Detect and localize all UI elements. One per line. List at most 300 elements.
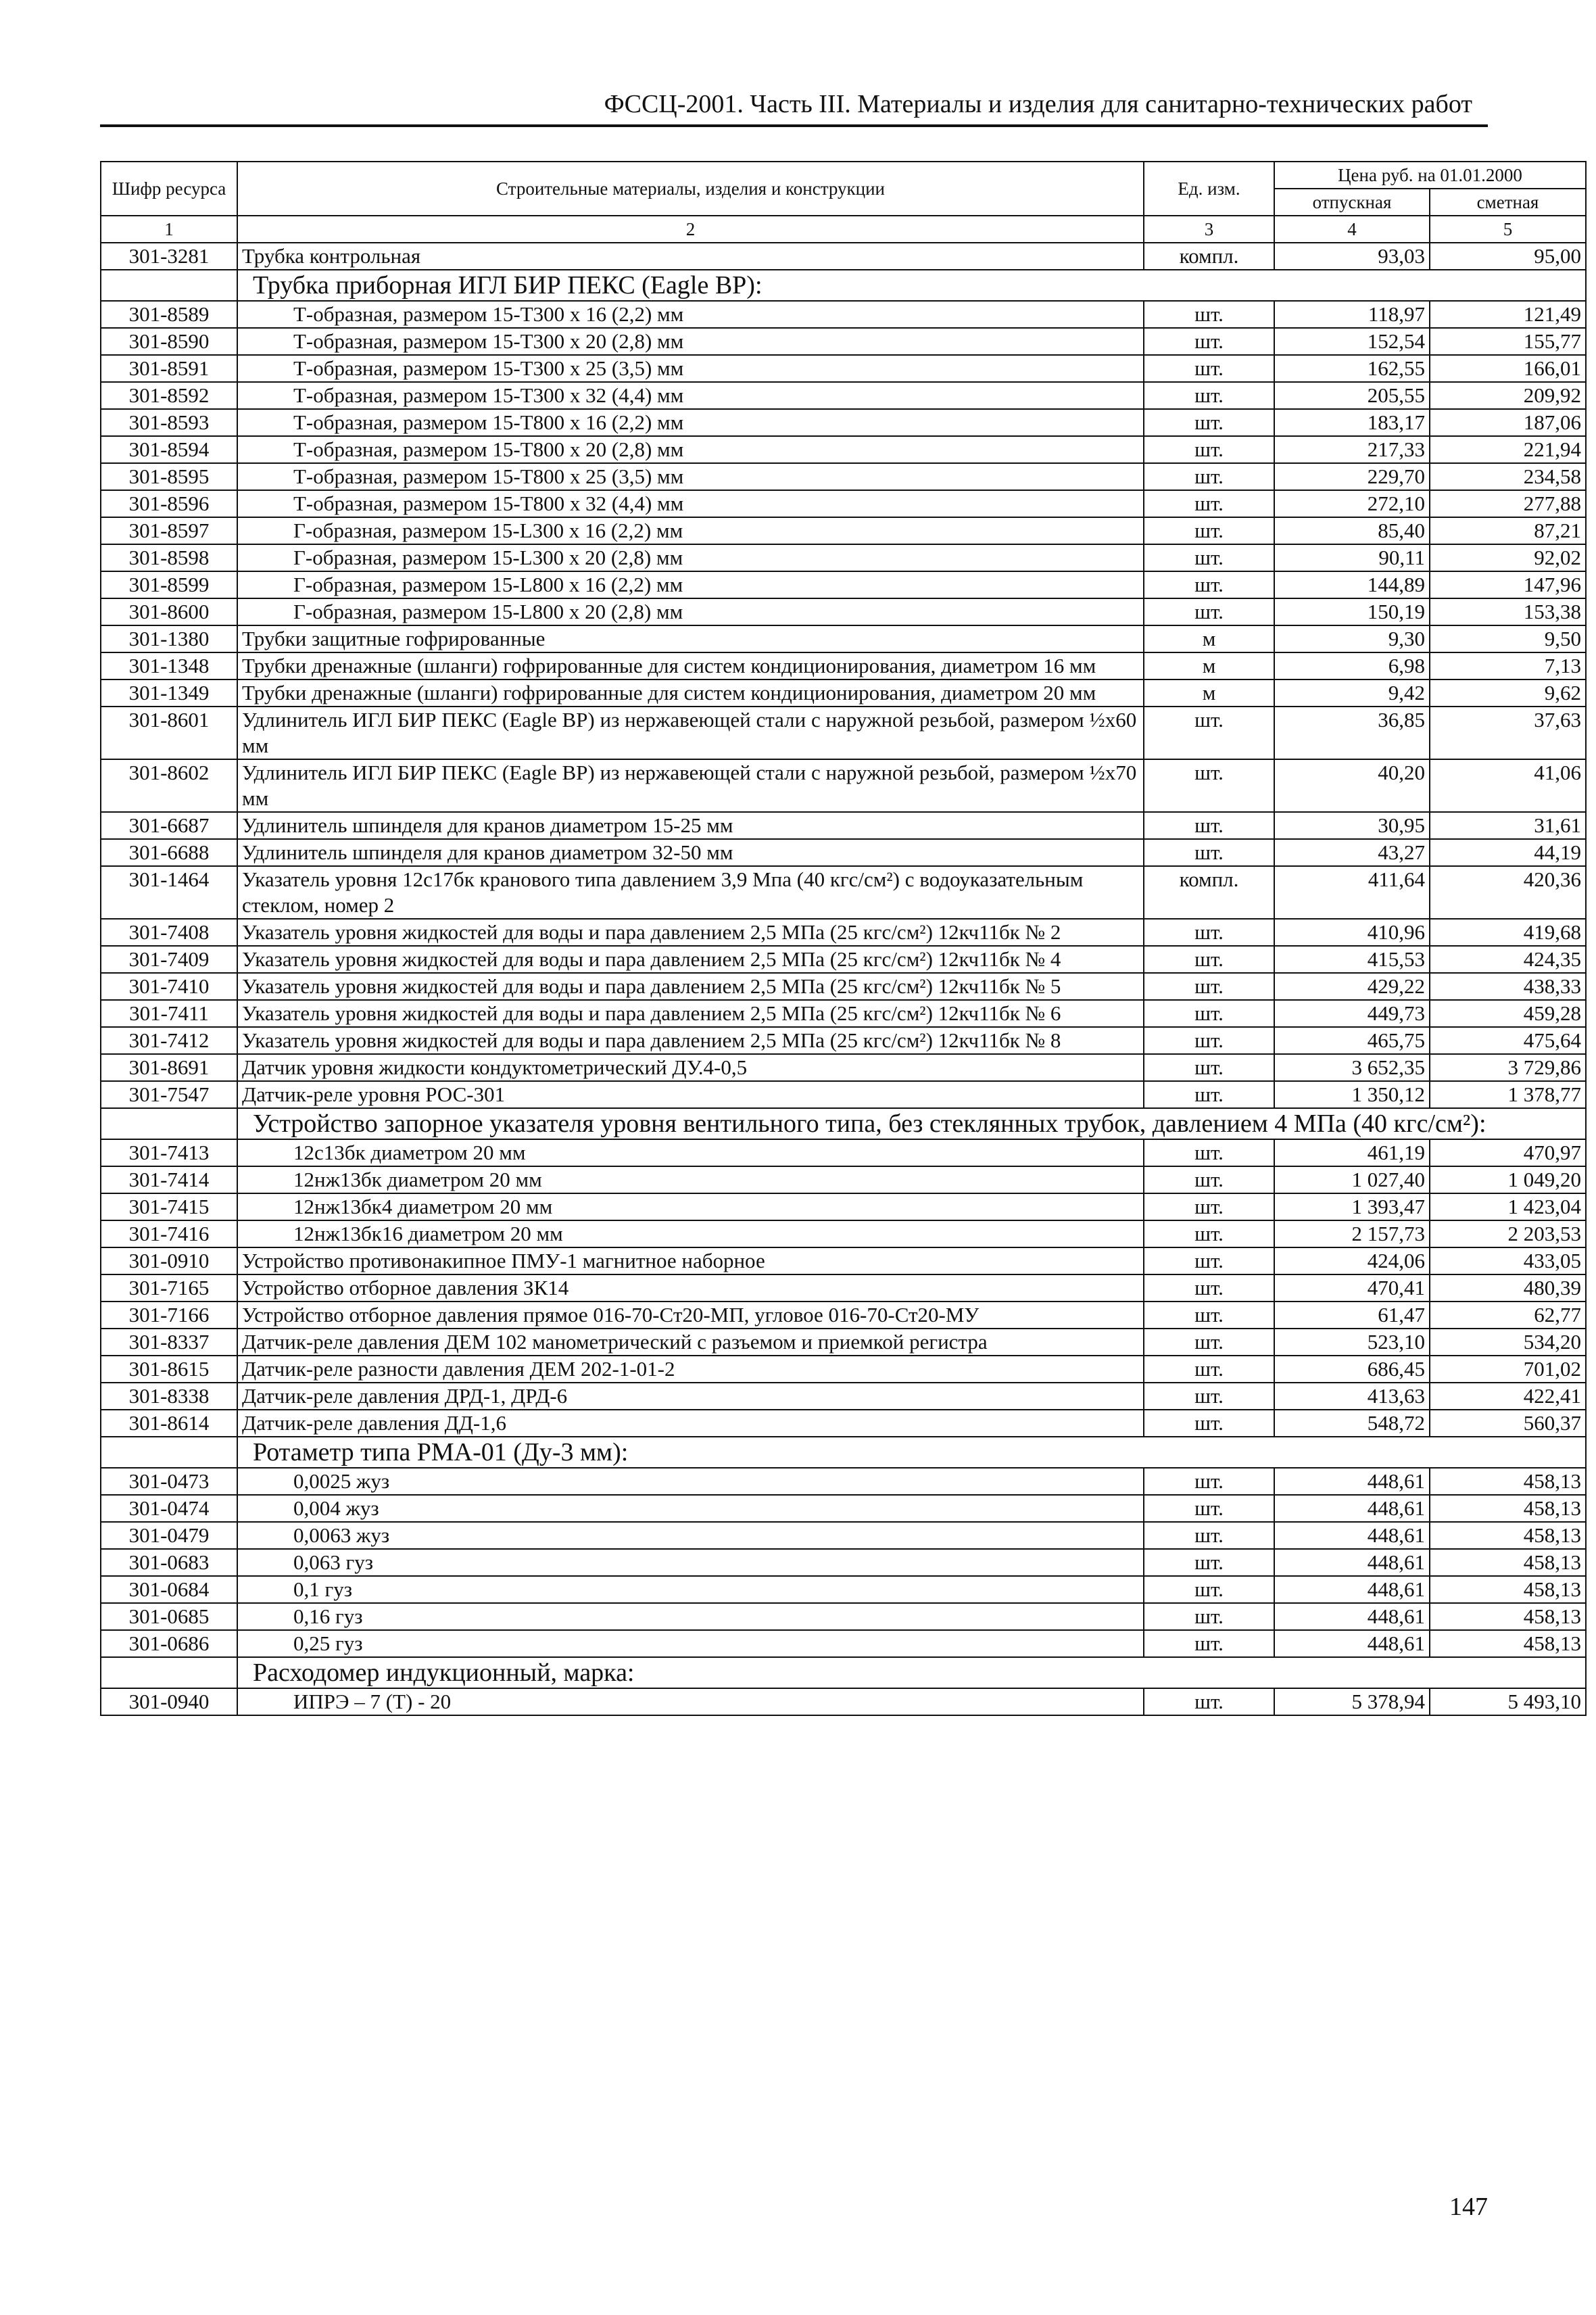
estimate-price: 92,02 xyxy=(1430,544,1586,571)
resource-code: 301-8600 xyxy=(101,598,237,625)
table-row xyxy=(101,1054,1586,1081)
estimate-price: 3 729,86 xyxy=(1430,1054,1586,1081)
group-heading-row xyxy=(101,1108,1586,1139)
item-name: Датчик-реле давления ДРД-1, ДРД-6 xyxy=(237,1383,1144,1410)
release-price: 152,54 xyxy=(1274,328,1430,355)
release-price: 205,55 xyxy=(1274,382,1430,409)
estimate-price: 277,88 xyxy=(1430,490,1586,517)
column-number: 4 xyxy=(1274,216,1430,243)
item-name: Удлинитель шпинделя для кранов диаметром 15-25 мм xyxy=(237,812,1144,839)
resource-code: 301-7414 xyxy=(101,1166,237,1193)
estimate-price: 155,77 xyxy=(1430,328,1586,355)
table-row xyxy=(101,1166,1586,1193)
resource-code: 301-7166 xyxy=(101,1302,237,1329)
item-name: 0,0025 жуз xyxy=(237,1468,1144,1495)
release-price: 9,42 xyxy=(1274,679,1430,707)
release-price: 470,41 xyxy=(1274,1274,1430,1302)
resource-code: 301-8589 xyxy=(101,301,237,328)
resource-code: 301-7408 xyxy=(101,919,237,946)
item-name: Датчик-реле давления ДЕМ 102 манометрический с разъемом и приемкой регистра xyxy=(237,1329,1144,1356)
group-code-cell xyxy=(101,270,237,301)
table-row xyxy=(101,243,1586,270)
release-price: 162,55 xyxy=(1274,355,1430,382)
item-name: Г-образная, размером 15-L300 x 16 (2,2) мм xyxy=(237,517,1144,544)
estimate-price: 422,41 xyxy=(1430,1383,1586,1410)
release-price: 523,10 xyxy=(1274,1329,1430,1356)
unit-cell: компл. xyxy=(1144,866,1274,919)
header-row xyxy=(101,162,1586,189)
table-row xyxy=(101,1193,1586,1220)
release-price: 410,96 xyxy=(1274,919,1430,946)
resource-code: 301-7412 xyxy=(101,1027,237,1054)
group-heading-cell xyxy=(237,1657,1586,1688)
item-name: Трубки дренажные (шланги) гофрированные для систем кондиционирования, диаметром 16 мм xyxy=(237,652,1144,679)
table-row xyxy=(101,652,1586,679)
release-price: 61,47 xyxy=(1274,1302,1430,1329)
table-row xyxy=(101,1549,1586,1576)
resource-code: 301-7410 xyxy=(101,973,237,1000)
estimate-price: 424,35 xyxy=(1430,946,1586,973)
table-row xyxy=(101,1329,1586,1356)
release-price: 272,10 xyxy=(1274,490,1430,517)
estimate-price: 187,06 xyxy=(1430,409,1586,436)
table-row xyxy=(101,1027,1586,1054)
price-table xyxy=(100,161,1587,1716)
release-price: 448,61 xyxy=(1274,1549,1430,1576)
release-price: 461,19 xyxy=(1274,1139,1430,1166)
item-name: Датчик уровня жидкости кондуктометрический ДУ.4-0,5 xyxy=(237,1054,1144,1081)
table-body xyxy=(101,243,1586,1715)
item-name: Датчик-реле давления ДД-1,6 xyxy=(237,1410,1144,1437)
group-code-cell xyxy=(101,1437,237,1468)
resource-code: 301-0683 xyxy=(101,1549,237,1576)
table-row xyxy=(101,1522,1586,1549)
group-heading-cell xyxy=(237,1437,1586,1468)
estimate-price: 458,13 xyxy=(1430,1468,1586,1495)
table-row xyxy=(101,490,1586,517)
unit-cell: шт. xyxy=(1144,1410,1274,1437)
column-number: 1 xyxy=(101,216,237,243)
estimate-price: 458,13 xyxy=(1430,1549,1586,1576)
resource-code: 301-1348 xyxy=(101,652,237,679)
item-name: Устройство отборное давления ЗК14 xyxy=(237,1274,1144,1302)
unit-cell: шт. xyxy=(1144,1193,1274,1220)
table-header xyxy=(101,162,1586,243)
estimate-price: 234,58 xyxy=(1430,463,1586,490)
estimate-price: 166,01 xyxy=(1430,355,1586,382)
item-name: Указатель уровня жидкостей для воды и пара давлением 2,5 МПа (25 кгс/см²) 12кч11бк № 2 xyxy=(237,919,1144,946)
item-name: Указатель уровня жидкостей для воды и пара давлением 2,5 МПа (25 кгс/см²) 12кч11бк № 8 xyxy=(237,1027,1144,1054)
item-name: Трубки защитные гофрированные xyxy=(237,625,1144,652)
item-name: 12с13бк диаметром 20 мм xyxy=(237,1139,1144,1166)
release-price: 150,19 xyxy=(1274,598,1430,625)
release-price: 548,72 xyxy=(1274,1410,1430,1437)
unit-cell: шт. xyxy=(1144,1000,1274,1027)
resource-code: 301-8595 xyxy=(101,463,237,490)
unit-cell: шт. xyxy=(1144,812,1274,839)
estimate-price: 31,61 xyxy=(1430,812,1586,839)
unit-cell: шт. xyxy=(1144,355,1274,382)
resource-code: 301-0474 xyxy=(101,1495,237,1522)
item-name: 0,16 гуз xyxy=(237,1603,1144,1630)
table-row xyxy=(101,1410,1586,1437)
resource-code: 301-7411 xyxy=(101,1000,237,1027)
unit-cell: шт. xyxy=(1144,919,1274,946)
col-header-price-group: Цена руб. на 01.01.2000 xyxy=(1274,162,1586,189)
column-number: 5 xyxy=(1430,216,1586,243)
unit-cell: шт. xyxy=(1144,1220,1274,1247)
column-number-row xyxy=(101,216,1586,243)
unit-cell: шт. xyxy=(1144,436,1274,463)
release-price: 465,75 xyxy=(1274,1027,1430,1054)
item-name: Трубка контрольная xyxy=(237,243,1144,270)
release-price: 43,27 xyxy=(1274,839,1430,866)
release-price: 1 027,40 xyxy=(1274,1166,1430,1193)
table-row xyxy=(101,759,1586,812)
estimate-price: 41,06 xyxy=(1430,759,1586,812)
resource-code: 301-7416 xyxy=(101,1220,237,1247)
table-row xyxy=(101,839,1586,866)
release-price: 90,11 xyxy=(1274,544,1430,571)
release-price: 1 393,47 xyxy=(1274,1193,1430,1220)
table-row xyxy=(101,1630,1586,1657)
resource-code: 301-8592 xyxy=(101,382,237,409)
unit-cell: шт. xyxy=(1144,1630,1274,1657)
item-name: 12нж13бк16 диаметром 20 мм xyxy=(237,1220,1144,1247)
estimate-price: 438,33 xyxy=(1430,973,1586,1000)
estimate-price: 153,38 xyxy=(1430,598,1586,625)
unit-cell: шт. xyxy=(1144,759,1274,812)
col-header-estimate: сметная xyxy=(1430,189,1586,216)
item-name: 0,004 жуз xyxy=(237,1495,1144,1522)
resource-code: 301-8596 xyxy=(101,490,237,517)
estimate-price: 2 203,53 xyxy=(1430,1220,1586,1247)
unit-cell: шт. xyxy=(1144,382,1274,409)
item-name: Указатель уровня 12с17бк кранового типа давлением 3,9 Мпа (40 кгс/см²) с водоуказательным стеклом, номер 2 xyxy=(237,866,1144,919)
column-number: 2 xyxy=(237,216,1144,243)
unit-cell: шт. xyxy=(1144,1356,1274,1383)
resource-code: 301-8599 xyxy=(101,571,237,598)
unit-cell: м xyxy=(1144,652,1274,679)
estimate-price: 37,63 xyxy=(1430,707,1586,759)
table-row xyxy=(101,571,1586,598)
table-row xyxy=(101,1603,1586,1630)
table-row xyxy=(101,355,1586,382)
unit-cell: шт. xyxy=(1144,1302,1274,1329)
estimate-price: 147,96 xyxy=(1430,571,1586,598)
release-price: 449,73 xyxy=(1274,1000,1430,1027)
table-row xyxy=(101,1383,1586,1410)
table-row xyxy=(101,1356,1586,1383)
unit-cell: шт. xyxy=(1144,1166,1274,1193)
group-heading: Устройство запорное указателя уровня вентильного типа, без стеклянных трубок, давлением 4 МПа (40 кгс/см²): xyxy=(253,1109,1486,1138)
resource-code: 301-0910 xyxy=(101,1247,237,1274)
release-price: 411,64 xyxy=(1274,866,1430,919)
table-row xyxy=(101,1688,1586,1715)
unit-cell: шт. xyxy=(1144,1247,1274,1274)
unit-cell: шт. xyxy=(1144,1603,1274,1630)
resource-code: 301-8338 xyxy=(101,1383,237,1410)
unit-cell: шт. xyxy=(1144,1468,1274,1495)
resource-code: 301-8594 xyxy=(101,436,237,463)
item-name: Г-образная, размером 15-L800 x 20 (2,8) мм xyxy=(237,598,1144,625)
unit-cell: шт. xyxy=(1144,1576,1274,1603)
table-row xyxy=(101,679,1586,707)
estimate-price: 458,13 xyxy=(1430,1630,1586,1657)
resource-code: 301-7413 xyxy=(101,1139,237,1166)
table-row xyxy=(101,1081,1586,1108)
item-name: Устройство отборное давления прямое 016-70-Ст20-МП, угловое 016-70-Ст20-МУ xyxy=(237,1302,1144,1329)
table-row xyxy=(101,866,1586,919)
release-price: 40,20 xyxy=(1274,759,1430,812)
release-price: 686,45 xyxy=(1274,1356,1430,1383)
group-heading: Ротаметр типа РМА-01 (Ду-3 мм): xyxy=(253,1438,629,1466)
group-heading-row xyxy=(101,270,1586,301)
resource-code: 301-8590 xyxy=(101,328,237,355)
resource-code: 301-8614 xyxy=(101,1410,237,1437)
release-price: 424,06 xyxy=(1274,1247,1430,1274)
estimate-price: 480,39 xyxy=(1430,1274,1586,1302)
resource-code: 301-1380 xyxy=(101,625,237,652)
estimate-price: 9,62 xyxy=(1430,679,1586,707)
unit-cell: м xyxy=(1144,625,1274,652)
item-name: Удлинитель шпинделя для кранов диаметром 32-50 мм xyxy=(237,839,1144,866)
group-heading-row xyxy=(101,1657,1586,1688)
release-price: 429,22 xyxy=(1274,973,1430,1000)
table-row xyxy=(101,946,1586,973)
item-name: 0,1 гуз xyxy=(237,1576,1144,1603)
table-row xyxy=(101,707,1586,759)
item-name: 0,25 гуз xyxy=(237,1630,1144,1657)
item-name: Указатель уровня жидкостей для воды и пара давлением 2,5 МПа (25 кгс/см²) 12кч11бк № 6 xyxy=(237,1000,1144,1027)
unit-cell: шт. xyxy=(1144,1522,1274,1549)
unit-cell: шт. xyxy=(1144,544,1274,571)
table-row xyxy=(101,919,1586,946)
item-name: Устройство противонакипное ПМУ-1 магнитное наборное xyxy=(237,1247,1144,1274)
group-heading: Расходомер индукционный, марка: xyxy=(253,1658,635,1687)
release-price: 1 350,12 xyxy=(1274,1081,1430,1108)
release-price: 229,70 xyxy=(1274,463,1430,490)
unit-cell: шт. xyxy=(1144,973,1274,1000)
unit-cell: шт. xyxy=(1144,517,1274,544)
unit-cell: шт. xyxy=(1144,1495,1274,1522)
release-price: 217,33 xyxy=(1274,436,1430,463)
group-code-cell xyxy=(101,1108,237,1139)
unit-cell: шт. xyxy=(1144,1027,1274,1054)
item-name: Указатель уровня жидкостей для воды и пара давлением 2,5 МПа (25 кгс/см²) 12кч11бк № 5 xyxy=(237,973,1144,1000)
unit-cell: шт. xyxy=(1144,1329,1274,1356)
resource-code: 301-6687 xyxy=(101,812,237,839)
release-price: 85,40 xyxy=(1274,517,1430,544)
estimate-price: 95,00 xyxy=(1430,243,1586,270)
estimate-price: 5 493,10 xyxy=(1430,1688,1586,1715)
page-header-title: ФССЦ-2001. Часть III. Материалы и изделия для санитарно-технических работ xyxy=(604,90,1472,118)
group-heading-cell xyxy=(237,1108,1586,1139)
unit-cell: шт. xyxy=(1144,1383,1274,1410)
table-row xyxy=(101,598,1586,625)
resource-code: 301-8598 xyxy=(101,544,237,571)
estimate-price: 701,02 xyxy=(1430,1356,1586,1383)
resource-code: 301-8691 xyxy=(101,1054,237,1081)
unit-cell: шт. xyxy=(1144,839,1274,866)
col-header-name: Строительные материалы, изделия и конструкции xyxy=(237,162,1144,216)
item-name: ИПРЭ – 7 (Т) - 20 xyxy=(237,1688,1144,1715)
release-price: 448,61 xyxy=(1274,1603,1430,1630)
col-header-unit: Ед. изм. xyxy=(1144,162,1274,216)
resource-code: 301-8601 xyxy=(101,707,237,759)
estimate-price: 62,77 xyxy=(1430,1302,1586,1329)
release-price: 448,61 xyxy=(1274,1468,1430,1495)
resource-code: 301-0686 xyxy=(101,1630,237,1657)
page-number: 147 xyxy=(1449,2193,1488,2221)
estimate-price: 1 423,04 xyxy=(1430,1193,1586,1220)
resource-code: 301-7547 xyxy=(101,1081,237,1108)
release-price: 144,89 xyxy=(1274,571,1430,598)
group-heading-row xyxy=(101,1437,1586,1468)
resource-code: 301-7165 xyxy=(101,1274,237,1302)
header-rule xyxy=(100,124,1488,127)
estimate-price: 420,36 xyxy=(1430,866,1586,919)
release-price: 9,30 xyxy=(1274,625,1430,652)
resource-code: 301-3281 xyxy=(101,243,237,270)
table-row xyxy=(101,517,1586,544)
unit-cell: шт. xyxy=(1144,946,1274,973)
estimate-price: 458,13 xyxy=(1430,1522,1586,1549)
resource-code: 301-0685 xyxy=(101,1603,237,1630)
estimate-price: 459,28 xyxy=(1430,1000,1586,1027)
unit-cell: шт. xyxy=(1144,301,1274,328)
group-heading: Трубка приборная ИГЛ БИР ПЕКС (Eagle BP): xyxy=(253,271,763,300)
unit-cell: шт. xyxy=(1144,598,1274,625)
unit-cell: шт. xyxy=(1144,1054,1274,1081)
resource-code: 301-7415 xyxy=(101,1193,237,1220)
unit-cell: шт. xyxy=(1144,463,1274,490)
release-price: 415,53 xyxy=(1274,946,1430,973)
item-name: 12нж13бк4 диаметром 20 мм xyxy=(237,1193,1144,1220)
release-price: 183,17 xyxy=(1274,409,1430,436)
estimate-price: 1 378,77 xyxy=(1430,1081,1586,1108)
resource-code: 301-0940 xyxy=(101,1688,237,1715)
table-row xyxy=(101,1576,1586,1603)
table-row xyxy=(101,328,1586,355)
unit-cell: шт. xyxy=(1144,1139,1274,1166)
resource-code: 301-8615 xyxy=(101,1356,237,1383)
item-name: Т-образная, размером 15-Т800 x 32 (4,4) мм xyxy=(237,490,1144,517)
estimate-price: 1 049,20 xyxy=(1430,1166,1586,1193)
estimate-price: 475,64 xyxy=(1430,1027,1586,1054)
item-name: Т-образная, размером 15-Т800 x 25 (3,5) мм xyxy=(237,463,1144,490)
table-row xyxy=(101,544,1586,571)
unit-cell: шт. xyxy=(1144,1549,1274,1576)
item-name: Датчик-реле разности давления ДЕМ 202-1-01-2 xyxy=(237,1356,1144,1383)
release-price: 93,03 xyxy=(1274,243,1430,270)
release-price: 6,98 xyxy=(1274,652,1430,679)
estimate-price: 433,05 xyxy=(1430,1247,1586,1274)
resource-code: 301-0479 xyxy=(101,1522,237,1549)
item-name: Удлинитель ИГЛ БИР ПЕКС (Eagle BP) из нержавеющей стали с наружной резьбой, размером ½x60 мм xyxy=(237,707,1144,759)
table-row xyxy=(101,1247,1586,1274)
release-price: 30,95 xyxy=(1274,812,1430,839)
estimate-price: 221,94 xyxy=(1430,436,1586,463)
estimate-price: 121,49 xyxy=(1430,301,1586,328)
table-row xyxy=(101,436,1586,463)
estimate-price: 458,13 xyxy=(1430,1603,1586,1630)
unit-cell: компл. xyxy=(1144,243,1274,270)
table-row xyxy=(101,1139,1586,1166)
item-name: 0,063 гуз xyxy=(237,1549,1144,1576)
item-name: Т-образная, размером 15-Т300 x 32 (4,4) мм xyxy=(237,382,1144,409)
resource-code: 301-8597 xyxy=(101,517,237,544)
table-row xyxy=(101,1302,1586,1329)
item-name: Г-образная, размером 15-L300 x 20 (2,8) мм xyxy=(237,544,1144,571)
unit-cell: шт. xyxy=(1144,1688,1274,1715)
estimate-price: 209,92 xyxy=(1430,382,1586,409)
table-row xyxy=(101,1220,1586,1247)
table-row xyxy=(101,973,1586,1000)
item-name: Т-образная, размером 15-Т800 x 16 (2,2) мм xyxy=(237,409,1144,436)
item-name: Г-образная, размером 15-L800 x 16 (2,2) мм xyxy=(237,571,1144,598)
table-row xyxy=(101,812,1586,839)
item-name: Т-образная, размером 15-Т300 x 16 (2,2) мм xyxy=(237,301,1144,328)
column-number: 3 xyxy=(1144,216,1274,243)
unit-cell: шт. xyxy=(1144,707,1274,759)
resource-code: 301-8591 xyxy=(101,355,237,382)
resource-code: 301-6688 xyxy=(101,839,237,866)
table-row xyxy=(101,463,1586,490)
item-name: 12нж13бк диаметром 20 мм xyxy=(237,1166,1144,1193)
item-name: 0,0063 жуз xyxy=(237,1522,1144,1549)
resource-code: 301-8593 xyxy=(101,409,237,436)
resource-code: 301-0684 xyxy=(101,1576,237,1603)
col-header-release: отпускная xyxy=(1274,189,1430,216)
item-name: Т-образная, размером 15-Т300 x 20 (2,8) мм xyxy=(237,328,1144,355)
item-name: Т-образная, размером 15-Т800 x 20 (2,8) мм xyxy=(237,436,1144,463)
estimate-price: 470,97 xyxy=(1430,1139,1586,1166)
table-row xyxy=(101,625,1586,652)
col-header-code: Шифр ресурса xyxy=(101,162,237,216)
resource-code: 301-0473 xyxy=(101,1468,237,1495)
table-row xyxy=(101,301,1586,328)
unit-cell: шт. xyxy=(1144,328,1274,355)
release-price: 413,63 xyxy=(1274,1383,1430,1410)
item-name: Удлинитель ИГЛ БИР ПЕКС (Eagle BP) из нержавеющей стали с наружной резьбой, размером ½x70 мм xyxy=(237,759,1144,812)
estimate-price: 87,21 xyxy=(1430,517,1586,544)
estimate-price: 7,13 xyxy=(1430,652,1586,679)
release-price: 36,85 xyxy=(1274,707,1430,759)
release-price: 448,61 xyxy=(1274,1495,1430,1522)
group-code-cell xyxy=(101,1657,237,1688)
unit-cell: м xyxy=(1144,679,1274,707)
resource-code: 301-1464 xyxy=(101,866,237,919)
estimate-price: 419,68 xyxy=(1430,919,1586,946)
estimate-price: 458,13 xyxy=(1430,1576,1586,1603)
table-row xyxy=(101,409,1586,436)
estimate-price: 560,37 xyxy=(1430,1410,1586,1437)
item-name: Трубки дренажные (шланги) гофрированные для систем кондиционирования, диаметром 20 мм xyxy=(237,679,1144,707)
release-price: 448,61 xyxy=(1274,1522,1430,1549)
table-row xyxy=(101,1000,1586,1027)
estimate-price: 9,50 xyxy=(1430,625,1586,652)
unit-cell: шт. xyxy=(1144,1274,1274,1302)
unit-cell: шт. xyxy=(1144,571,1274,598)
release-price: 3 652,35 xyxy=(1274,1054,1430,1081)
item-name: Т-образная, размером 15-Т300 x 25 (3,5) мм xyxy=(237,355,1144,382)
estimate-price: 458,13 xyxy=(1430,1495,1586,1522)
release-price: 448,61 xyxy=(1274,1576,1430,1603)
table-row xyxy=(101,382,1586,409)
estimate-price: 534,20 xyxy=(1430,1329,1586,1356)
item-name: Датчик-реле уровня РОС-301 xyxy=(237,1081,1144,1108)
